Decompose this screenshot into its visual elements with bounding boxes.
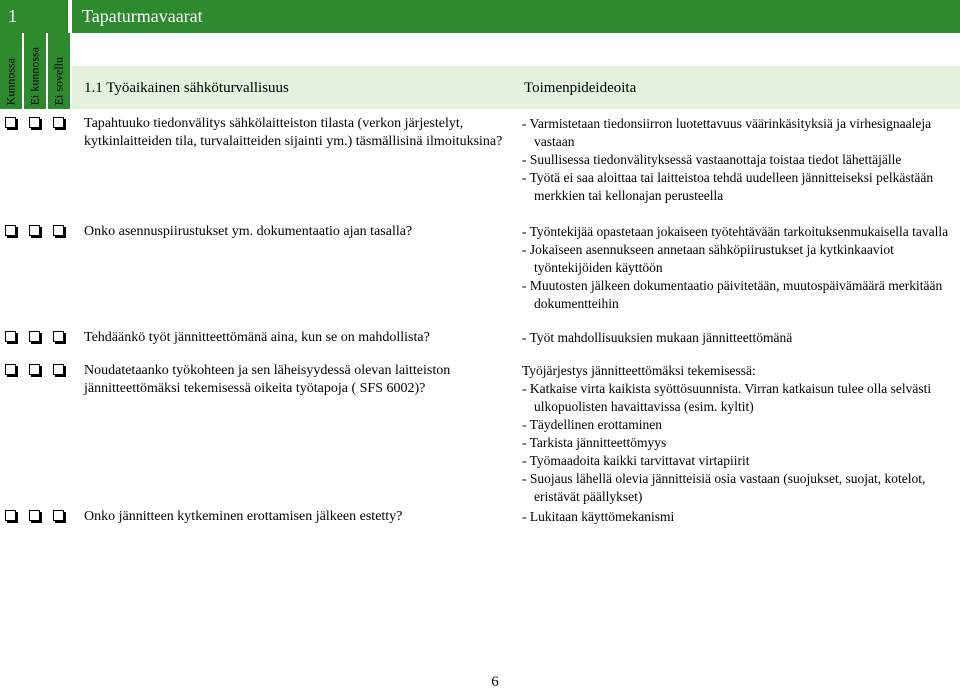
checkbox-na[interactable]: [53, 225, 64, 236]
idea-item: - Lukitaan käyttömekanismi: [522, 509, 675, 524]
idea-item: - Jokaiseen asennukseen annetaan sähköpiirustukset ja kytkinkaaviot työntekijöiden käyttöön: [522, 242, 894, 275]
idea-item: - Suojaus lähellä olevia jännitteisiä osia vastaan (suojukset, suojat, kotelot, eristävät päällykset): [522, 471, 926, 504]
column-not-ok-label: Ei kunnossa: [27, 46, 42, 105]
question-text: Tapahtuuko tiedonvälitys sähkölaitteiston tilasta (verkon järjestelyt, kytkinlaitteiden tila, turvalaitteiden sijainti ym.) täsmällisinä ilmoituksina?: [84, 116, 503, 149]
idea-item: - Katkaise virta kaikista syöttösuunnista. Virran katkaisun tulee olla selvästi ulkopuolisten havaittavissa (esim. kyltit): [522, 381, 932, 414]
question-text: Noudatetaanko työkohteen ja sen läheisyydessä olevan laitteiston jännitteettömäksi tekemisessä oikeita työtapoja ( SFS 6002)?: [84, 363, 451, 396]
checkbox-na[interactable]: [53, 117, 64, 128]
ideas-group-5: [522, 508, 952, 526]
checkbox-ok[interactable]: [5, 225, 16, 236]
column-na-header: [48, 33, 70, 109]
checkbox-na[interactable]: [53, 364, 64, 375]
idea-item: - Työtä ei saa aloittaa tai laitteistoa tehdä uudelleen jännitteiseksi pelkästään merkkien tai kellonajan perusteella: [522, 170, 934, 203]
checkbox-ok[interactable]: [5, 117, 16, 128]
subsection-title: 1.1 Työaikainen sähköturvallisuus: [84, 80, 289, 96]
idea-item: - Muutosten jälkeen dokumentaatio päivitetään, muutospäivämäärä merkitään dokumentteihin: [522, 278, 943, 311]
checkbox-ok[interactable]: [5, 331, 16, 342]
checkbox-not-ok[interactable]: [29, 331, 40, 342]
column-ok-label: Kunnossa: [3, 57, 18, 105]
ideas-heading: Toimenpideideoita: [524, 80, 637, 96]
section-number: 1: [0, 0, 68, 33]
column-not-ok-header: [24, 33, 46, 109]
checkbox-na[interactable]: [53, 510, 64, 521]
checkbox-not-ok[interactable]: [29, 225, 40, 236]
idea-item: - Työmaadoita kaikki tarvittavat virtapiirit: [522, 453, 750, 468]
checkbox-not-ok[interactable]: [29, 117, 40, 128]
checkbox-ok[interactable]: [5, 510, 16, 521]
idea-item: - Varmistetaan tiedonsiirron luotettavuus väärinkäsityksiä ja virhesignaaleja vastaan: [522, 116, 932, 149]
ideas-group-1: [522, 115, 952, 205]
question-text: Tehdäänkö työt jännitteettömänä aina, kun se on mahdollista?: [84, 330, 430, 345]
checkbox-not-ok[interactable]: [29, 364, 40, 375]
page-number: 6: [491, 674, 499, 690]
ideas-group-3: [522, 329, 952, 347]
idea-item: - Tarkista jännitteettömyys: [522, 435, 667, 450]
checkbox-na[interactable]: [53, 331, 64, 342]
ideas-group-2: [522, 223, 952, 313]
idea-item: - Työt mahdollisuuksien mukaan jännitteettömänä: [522, 330, 793, 345]
ideas-group-4: [522, 362, 952, 506]
section-title: Tapaturmavaarat: [72, 0, 960, 33]
idea-item: - Suullisessa tiedonvälityksessä vastaanottaja toistaa tiedot lähettäjälle: [522, 152, 902, 167]
checkbox-ok[interactable]: [5, 364, 16, 375]
idea-item: - Työntekijää opastetaan jokaiseen työtehtävään tarkoituksenmukaisella tavalla: [522, 224, 949, 239]
idea-heading: Työjärjestys jännitteettömäksi tekemisessä:: [522, 363, 756, 378]
idea-item: - Täydellinen erottaminen: [522, 417, 662, 432]
column-na-label: Ei sovellu: [51, 56, 66, 105]
checkbox-not-ok[interactable]: [29, 510, 40, 521]
question-text: Onko asennuspiirustukset ym. dokumentaatio ajan tasalla?: [84, 224, 413, 239]
column-ok-header: [0, 33, 22, 109]
question-text: Onko jännitteen kytkeminen erottamisen jälkeen estetty?: [84, 509, 403, 524]
